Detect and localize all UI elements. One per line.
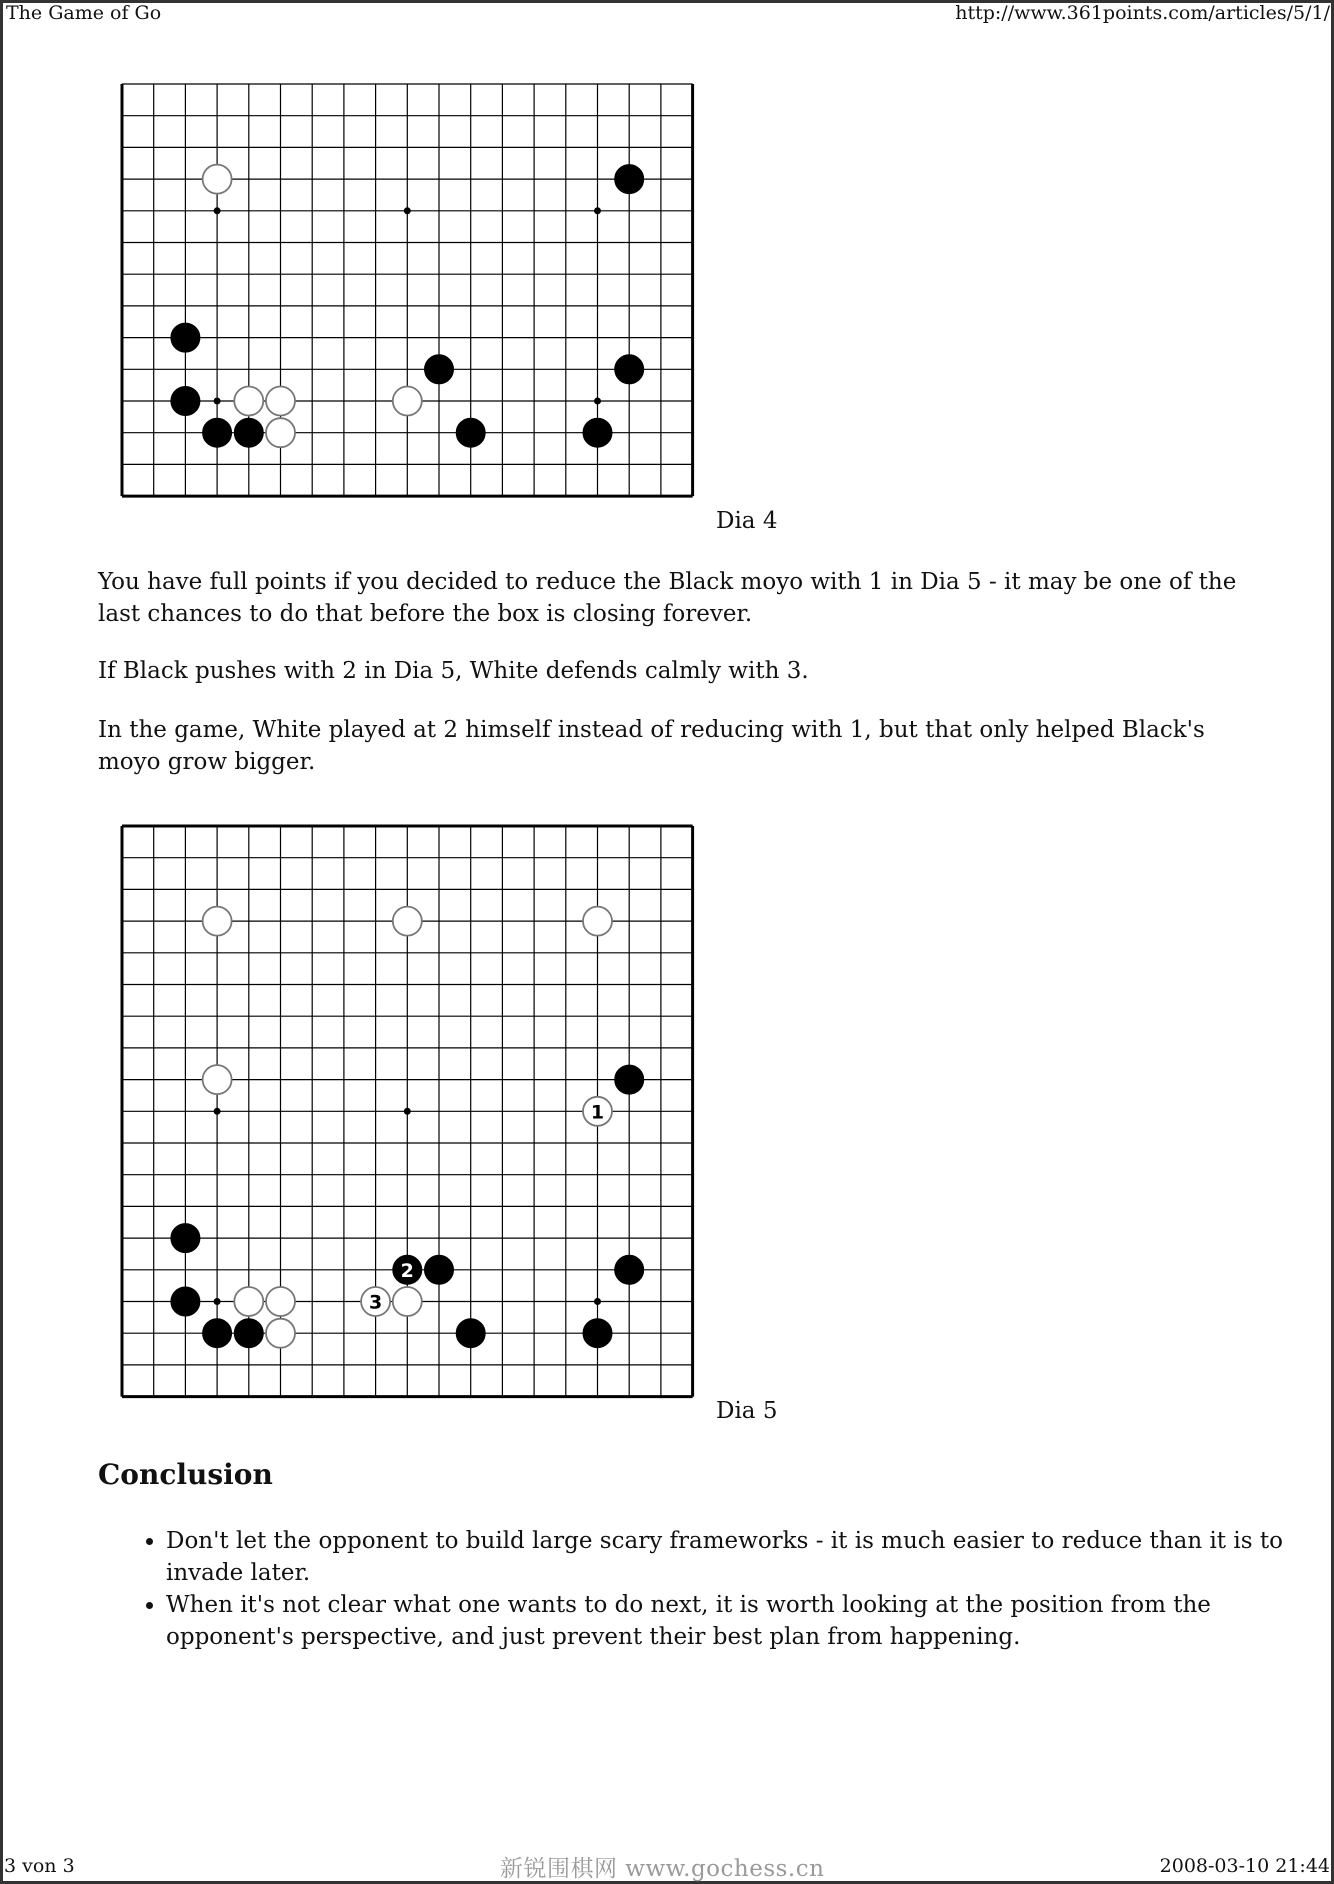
conclusion-list <box>98 1525 1286 1653</box>
black-stone <box>456 1319 485 1348</box>
black-stone <box>203 1319 232 1348</box>
diagram-caption-dia5: Dia 5 <box>716 1398 778 1424</box>
black-stone <box>583 418 612 447</box>
star-point <box>214 1108 221 1115</box>
white-stone <box>393 907 422 936</box>
black-stone <box>203 418 232 447</box>
page-footer-page-number: 3 von 3 <box>4 1855 75 1877</box>
page-header-title: The Game of Go <box>6 2 162 24</box>
conclusion-bullet-perspective: • When it's not clear what one wants to do next, it is worth looking at the position from the opponent's perspective, and just prevent their best plan from happening. <box>166 1589 1286 1653</box>
white-stone <box>393 1287 422 1316</box>
star-point <box>404 1108 411 1115</box>
white-stone <box>203 907 232 936</box>
paragraph-black-pushes: If Black pushes with 2 in Dia 5, White defends calmly with 3. <box>98 658 809 684</box>
white-stone <box>266 418 295 447</box>
move-number-label: 1 <box>590 1101 605 1124</box>
star-point <box>594 207 601 214</box>
conclusion-heading: Conclusion <box>98 1458 273 1491</box>
white-stone <box>266 387 295 416</box>
paragraph-in-the-game: In the game, White played at 2 himself instead of reducing with 1, but that only helped Black's moyo grow bigger. <box>98 717 1205 775</box>
white-stone <box>266 1319 295 1348</box>
numbered-white-stone <box>361 1287 390 1316</box>
black-stone <box>171 1287 200 1316</box>
white-stone <box>266 1287 295 1316</box>
go-diagram-dia5 <box>118 822 698 1402</box>
white-stone <box>393 387 422 416</box>
star-point <box>214 1298 221 1305</box>
black-stone <box>425 355 454 384</box>
move-number-label: 2 <box>400 1259 414 1282</box>
star-point <box>594 398 601 405</box>
black-stone <box>615 355 644 384</box>
watermark-text: 新锐围棋网 www.gochess.cn <box>500 1856 825 1882</box>
diagram-caption-dia4: Dia 4 <box>716 508 778 534</box>
white-stone <box>234 387 263 416</box>
numbered-black-stone <box>393 1255 422 1284</box>
black-stone <box>456 418 485 447</box>
move-number-label: 3 <box>368 1291 383 1314</box>
white-stone <box>234 1287 263 1316</box>
black-stone <box>425 1255 454 1284</box>
black-stone <box>615 1255 644 1284</box>
star-point <box>214 398 221 405</box>
white-stone <box>583 907 612 936</box>
black-stone <box>171 1224 200 1253</box>
page-footer-datetime: 2008-03-10 21:44 <box>1159 1855 1330 1877</box>
paragraph-reduce-moyo: You have full points if you decided to reduce the Black moyo with 1 in Dia 5 - it may be one of the last chances to do that before the box is closing forever. <box>98 569 1237 627</box>
black-stone <box>234 418 263 447</box>
black-stone <box>615 165 644 194</box>
black-stone <box>615 1065 644 1094</box>
white-stone <box>203 165 232 194</box>
conclusion-bullet-frameworks: • Don't let the opponent to build large scary frameworks - it is much easier to reduce than it is to invade later. <box>166 1525 1286 1589</box>
star-point <box>214 207 221 214</box>
black-stone <box>583 1319 612 1348</box>
page-header-url[interactable]: http://www.361points.com/articles/5/1/ <box>955 2 1330 24</box>
star-point <box>594 1298 601 1305</box>
numbered-white-stone <box>583 1097 612 1126</box>
black-stone <box>234 1319 263 1348</box>
black-stone <box>171 323 200 352</box>
star-point <box>404 207 411 214</box>
go-diagram-dia4 <box>118 80 698 510</box>
black-stone <box>171 387 200 416</box>
white-stone <box>203 1065 232 1094</box>
